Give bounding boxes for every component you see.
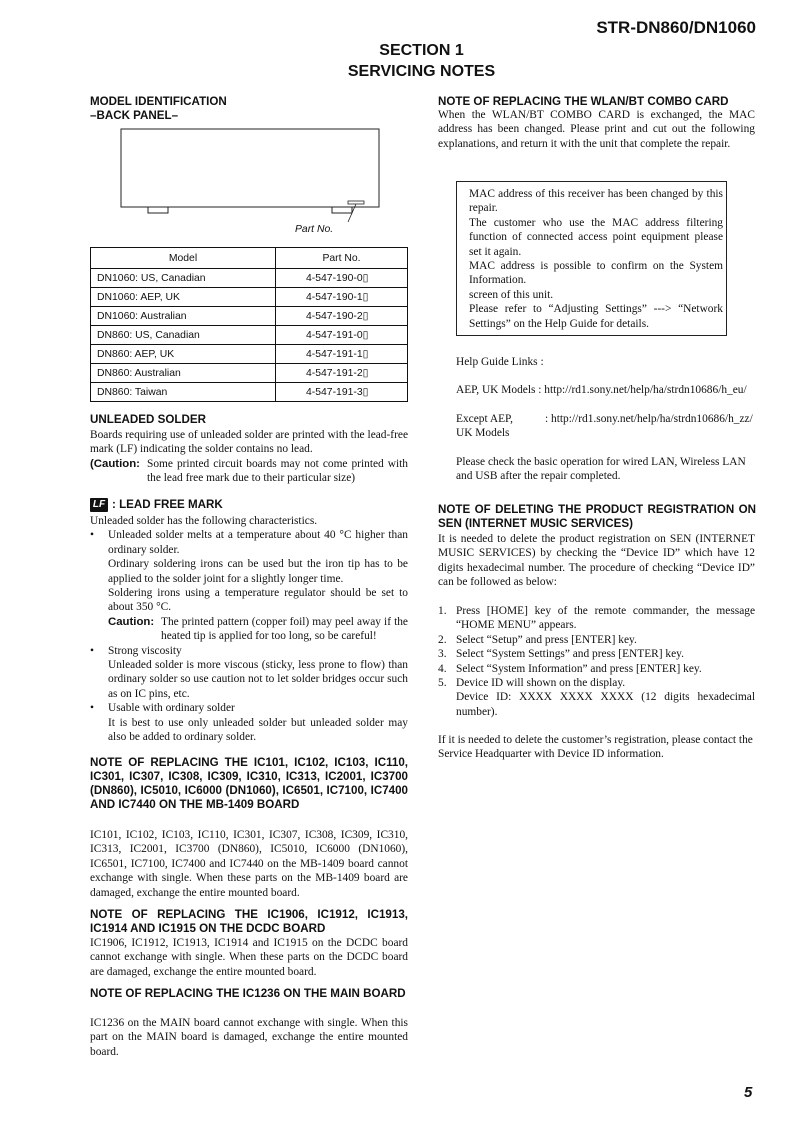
unleaded-solder-heading: UNLEADED SOLDER xyxy=(90,413,206,426)
bullet-icon: • xyxy=(90,529,94,542)
left-foot xyxy=(148,207,168,213)
step-text: Press [HOME] key of the remote commander, the message “HOME MENU” appears. xyxy=(456,605,755,632)
model-identification-heading xyxy=(90,95,410,123)
table-row xyxy=(91,307,408,326)
part-cell: 4-547-190-1▯ xyxy=(276,288,408,307)
notice-line: MAC address of this receiver has been changed by this repair. xyxy=(469,188,723,215)
part-cell: 4-547-191-1▯ xyxy=(276,345,408,364)
step-text: Select “System Settings” and press [ENTER] key. xyxy=(456,648,684,661)
part-cell: 4-547-191-2▯ xyxy=(276,364,408,383)
model-identification-title: MODEL IDENTIFICATION xyxy=(90,95,227,108)
ic-main-text: IC1236 on the MAIN board cannot exchange with single. When this part on the MAIN board is damaged, exchange the entire mounted board. xyxy=(90,1017,408,1058)
part-cell: 4-547-191-3▯ xyxy=(276,383,408,402)
model-cell: DN860: Taiwan xyxy=(91,383,276,402)
bullet-text: Strong viscosity xyxy=(108,644,182,657)
part-number-label-sticker xyxy=(348,201,364,204)
list-item xyxy=(438,647,755,661)
step-text: Select “Setup” and press [ENTER] key. xyxy=(456,633,637,646)
bullet-text: Soldering irons using a temperature regulator should be set to about 350 °C. xyxy=(108,587,408,614)
wlan-text: When the WLAN/BT COMBO CARD is exchanged, the MAC address has been changed. Please print and cut out the following explanations, and return it with the unit that complete the repair. xyxy=(438,109,755,150)
section-name: SERVICING NOTES xyxy=(347,63,496,80)
section-title xyxy=(0,40,793,82)
ic-dcdc-text: IC1906, IC1912, IC1913, IC1914 and IC1915 on the DCDC board cannot exchange with single. When these parts on the DCDC board are damaged, exchange the entire mounted board. xyxy=(90,937,408,978)
table-row xyxy=(91,345,408,364)
bullet-item xyxy=(90,701,408,744)
table-row xyxy=(91,269,408,288)
aep-uk-label: AEP, UK Models : xyxy=(456,384,545,396)
model-cell: DN860: AEP, UK xyxy=(91,345,276,364)
except-aep-label-line1: Except AEP, xyxy=(456,413,513,425)
bullet-icon: • xyxy=(90,702,94,715)
caution-label: (Caution: xyxy=(90,457,140,470)
step-number: 1. xyxy=(438,605,447,617)
caution-text: Some printed circuit boards may not come printed with the lead free mark due to their particular size) xyxy=(147,457,408,485)
aep-uk-url-link[interactable]: http://rd1.sony.net/help/ha/strdn10686/h_eu/ xyxy=(544,384,747,396)
table-row xyxy=(91,364,408,383)
model-cell: DN1060: US, Canadian xyxy=(91,269,276,288)
bullet-text: Unleaded solder is more viscous (sticky, less prone to flow) than ordinary solder so use caution not to let solder bridges occur such as on IC pins, etc. xyxy=(108,659,408,700)
list-item xyxy=(438,676,755,690)
model-cell: DN1060: Australian xyxy=(91,307,276,326)
unleaded-solder-section xyxy=(90,428,408,486)
check-basic-operation-text: Please check the basic operation for wired LAN, Wireless LAN and USB after the repair completed. xyxy=(456,456,746,483)
notice-line: screen of this unit. xyxy=(469,288,554,301)
back-panel-diagram xyxy=(120,128,380,238)
notice-line: Please refer to “Adjusting Settings” ---> “Network Settings” on the Help Guide for details. xyxy=(469,303,723,330)
model-cell: DN860: US, Canadian xyxy=(91,326,276,345)
bullet-item xyxy=(90,644,408,702)
notice-line: The customer who use the MAC address filtering function of connected access point equipment please set it again. xyxy=(469,216,723,258)
except-aep-label-line2: UK Models xyxy=(456,427,510,440)
step-number: 3. xyxy=(438,648,447,661)
help-guide-label: Help Guide Links : xyxy=(456,356,544,368)
table-row xyxy=(91,288,408,307)
caution-text: The printed pattern (copper foil) may peel away if the heated tip is applied for too long, so be careful! xyxy=(161,615,408,643)
bullet-item xyxy=(90,528,408,643)
part-cell: 4-547-190-0▯ xyxy=(276,269,408,288)
bullet-text: Usable with ordinary solder xyxy=(108,702,235,715)
part-cell: 4-547-191-0▯ xyxy=(276,326,408,345)
ic-main-heading: NOTE OF REPLACING THE IC1236 ON THE MAIN BOARD xyxy=(90,987,406,1000)
except-aep-label xyxy=(456,412,536,441)
ic-mb1409-text: IC101, IC102, IC103, IC110, IC301, IC307, IC308, IC309, IC310, IC313, IC2001, IC3700 (DN860), IC5010, IC6000 (DN1060), IC6501, IC7100, IC7400 and IC7440 on the MB-1409 board cannot exchange with single. When these parts on the MB-1409 board are damaged, exchange the entire mounted board. xyxy=(90,829,408,899)
bullet-text: It is best to use only unleaded solder but unleaded solder may also be added to ordinary solder. xyxy=(108,716,408,744)
bullet-text: Unleaded solder melts at a temperature about 40 °C higher than ordinary solder. xyxy=(108,529,408,556)
section-number: SECTION 1 xyxy=(379,42,464,59)
ic-dcdc-heading: NOTE OF REPLACING THE IC1906, IC1912, IC1913, IC1914 AND IC1915 ON THE DCDC BOARD xyxy=(90,908,408,935)
lead-free-heading xyxy=(90,498,408,512)
model-part-table xyxy=(90,247,408,402)
sen-heading: NOTE OF DELETING THE PRODUCT REGISTRATION ON SEN (INTERNET MUSIC SERVICES) xyxy=(438,503,756,530)
table-row xyxy=(91,383,408,402)
ic-mb1409-heading: NOTE OF REPLACING THE IC101, IC102, IC103, IC110, IC301, IC307, IC308, IC309, IC310, IC313, IC2001, IC3700 (DN860), IC5010, IC6000 (DN1060), IC6501, IC7100, IC7400 AND IC7440 ON THE MB-1409 BOARD xyxy=(90,756,408,811)
sen-text: It is needed to delete the product registration on SEN (INTERNET MUSIC SERVICES) by checking the “Device ID” which have 12 digits hexadecimal number. The procedure of checking “Device ID” can be followed as below: xyxy=(438,533,755,589)
back-panel-outline xyxy=(121,129,379,207)
bullet-icon: • xyxy=(90,644,94,657)
table-header-part: Part No. xyxy=(276,248,408,269)
table-header-row xyxy=(91,248,408,269)
lead-free-title: : LEAD FREE MARK xyxy=(112,498,223,511)
step-number: 4. xyxy=(438,662,447,675)
wlan-heading: NOTE OF REPLACING THE WLAN/BT COMBO CARD xyxy=(438,95,729,108)
unleaded-solder-text: Boards requiring use of unleaded solder are printed with the lead-free mark (LF) indicating the solder contains no lead. xyxy=(90,429,408,456)
document-model-title: STR-DN860/DN1060 xyxy=(596,18,756,37)
step-text: Select “System Information” and press [ENTER] key. xyxy=(456,662,702,675)
back-panel-subtitle: –BACK PANEL– xyxy=(90,109,179,122)
model-cell: DN860: Australian xyxy=(91,364,276,383)
step-text: Device ID will shown on the display. xyxy=(456,677,626,690)
lead-free-icon: LF xyxy=(90,498,108,512)
part-cell: 4-547-190-2▯ xyxy=(276,307,408,326)
step-number: 5. xyxy=(438,677,447,690)
heat-caution xyxy=(108,615,408,644)
device-id-steps xyxy=(438,604,755,719)
lead-free-section xyxy=(90,514,408,745)
right-foot xyxy=(332,207,352,213)
table-header-model: Model xyxy=(91,248,276,269)
list-item xyxy=(438,662,755,676)
list-item xyxy=(438,633,755,647)
other-models-url-link[interactable]: : http://rd1.sony.net/help/ha/strdn10686/h_zz/ xyxy=(545,413,753,425)
page-number: 5 xyxy=(744,1084,753,1101)
lead-free-intro: Unleaded solder has the following characteristics. xyxy=(90,515,318,527)
step-number: 2. xyxy=(438,633,447,646)
caution-label: Caution: xyxy=(108,615,155,628)
sen-contact-text: If it is needed to delete the customer’s registration, please contact the Service Headquarter with Device ID information. xyxy=(438,734,753,761)
table-row xyxy=(91,326,408,345)
part-no-callout: Part No. xyxy=(295,224,334,235)
model-cell: DN1060: AEP, UK xyxy=(91,288,276,307)
mac-address-notice-box xyxy=(456,181,727,336)
list-item xyxy=(438,604,755,633)
device-id-format: Device ID: XXXX XXXX XXXX (12 digits hexadecimal number). xyxy=(456,691,755,718)
bullet-text: Ordinary soldering irons can be used but the iron tip has to be applied to the solder joint for a slightly longer time. xyxy=(108,558,408,585)
unleaded-caution xyxy=(90,457,408,486)
aep-uk-link-row xyxy=(456,383,756,397)
notice-line: MAC address is possible to confirm on the System Information. xyxy=(469,260,723,287)
